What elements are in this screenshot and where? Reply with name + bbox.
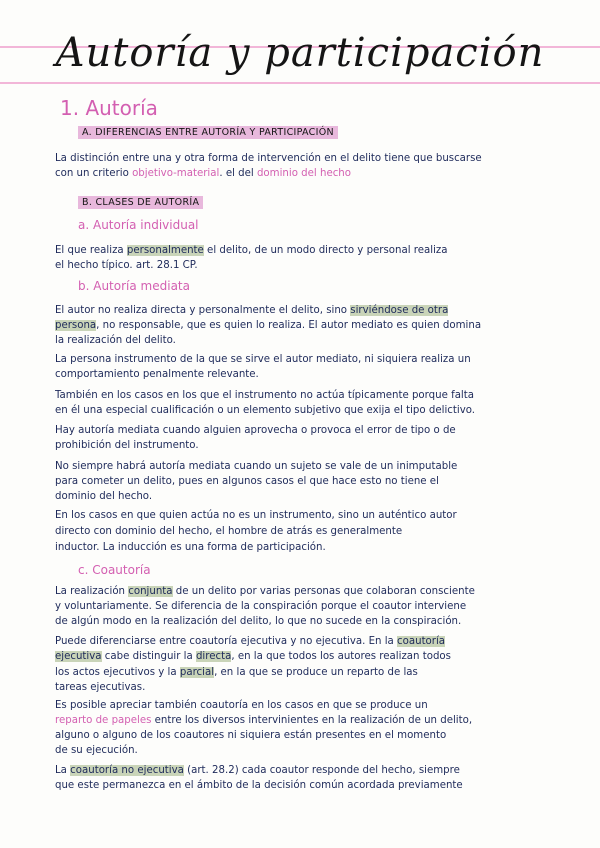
paragraph-coautoria-line11: de su ejecución.	[55, 745, 138, 756]
paragraph-mediata-line1: El autor no realiza directa y personalmente el delito, sino sirviéndose de otra	[55, 305, 449, 316]
paragraph-a-line1: La distinción entre una y otra forma de intervención en el delito tiene que buscarse	[55, 153, 482, 164]
paragraph-coautoria-line13: que este permanezca en el ámbito de la decisión común acordada previamente	[55, 780, 463, 791]
paragraph-mediata-line7: en él una especial cualificación o un elemento subjetivo que exija el tipo delictivo.	[55, 405, 476, 416]
paragraph-mediata-line8: Hay autoría mediata cuando alguien aprovecha o provoca el error de tipo o de	[55, 425, 456, 436]
paragraph-mediata-line3: la realización del delito.	[55, 335, 176, 346]
paragraph-mediata-line13: En los casos en que quien actúa no es un instrumento, sino un auténtico autor	[55, 510, 457, 521]
paragraph-coautoria-line10: alguno o alguno de los coautores ni siquiera están presentes en el momento	[55, 730, 447, 741]
paragraph-mediata-line14: directo con dominio del hecho, el hombre de atrás es generalmente	[55, 526, 403, 537]
paragraph-a-line2: con un criterio objetivo-material. el del dominio del hecho	[55, 168, 351, 179]
subsection-title-b: b. Autoría mediata	[78, 279, 190, 293]
paragraph-coautoria-line7: tareas ejecutivas.	[55, 682, 146, 693]
paragraph-mediata-line6: También en los casos en los que el instrumento no actúa típicamente porque falta	[55, 390, 475, 401]
paragraph-coautoria-line4: Puede diferenciarse entre coautoría ejecutiva y no ejecutiva. En la coautoría	[55, 636, 446, 647]
paragraph-coautoria-line3: de algún modo en la realización del delito, lo que no sucede en la conspiración.	[55, 616, 462, 627]
paragraph-coautoria-line12: La coautoría no ejecutiva (art. 28.2) cada coautor responde del hecho, siempre	[55, 765, 460, 776]
paragraph-mediata-line11: para cometer un delito, pues en algunos casos el que hace esto no tiene el	[55, 476, 439, 487]
paragraph-coautoria-line2: y voluntariamente. Se diferencia de la conspiración porque el coautor interviene	[55, 601, 467, 612]
paragraph-coautoria-line6: los actos ejecutivos y la parcial, en la que se produce un reparto de las	[55, 667, 418, 678]
paragraph-mediata-line4: La persona instrumento de la que se sirve el autor mediato, ni siquiera realiza un	[55, 354, 471, 365]
subheading-b: B. CLASES DE AUTORÍA	[78, 196, 203, 209]
paragraph-mediata-line5: comportamiento penalmente relevante.	[55, 369, 259, 380]
paragraph-coautoria-line9: reparto de papeles entre los diversos intervinientes en la realización de un delito,	[55, 715, 473, 726]
subheading-a: A. DIFERENCIAS ENTRE AUTORÍA Y PARTICIPACIÓN	[78, 126, 338, 139]
paragraph-mediata-line10: No siempre habrá autoría mediata cuando un sujeto se vale de un inimputable	[55, 461, 458, 472]
paragraph-coautoria-line8: Es posible apreciar también coautoría en los casos en que se produce un	[55, 700, 428, 711]
paragraph-mediata-line2: persona, no responsable, que es quien lo realiza. El autor mediato es quien domina	[55, 320, 482, 331]
paragraph-mediata-line9: prohibición del instrumento.	[55, 440, 199, 451]
subsection-title-a: a. Autoría individual	[78, 218, 199, 232]
paragraph-individual-line2: el hecho típico. art. 28.1 CP.	[55, 260, 198, 271]
paragraph-mediata-line15: inductor. La inducción es una forma de participación.	[55, 542, 326, 553]
page-title: Autoría y participación	[55, 30, 545, 76]
paragraph-individual-line1: El que realiza personalmente el delito, de un modo directo y personal realiza	[55, 245, 448, 256]
paragraph-coautoria-line5: ejecutiva cabe distinguir la directa, en la que todos los autores realizan todos	[55, 651, 451, 662]
subsection-title-c: c. Coautoría	[78, 563, 151, 577]
bottom-pink-rule	[0, 82, 600, 84]
paragraph-mediata-line12: dominio del hecho.	[55, 491, 153, 502]
paragraph-coautoria-line1: La realización conjunta de un delito por varias personas que colaboran consciente	[55, 586, 475, 597]
section-heading-autoria: 1. Autoría	[60, 96, 158, 120]
